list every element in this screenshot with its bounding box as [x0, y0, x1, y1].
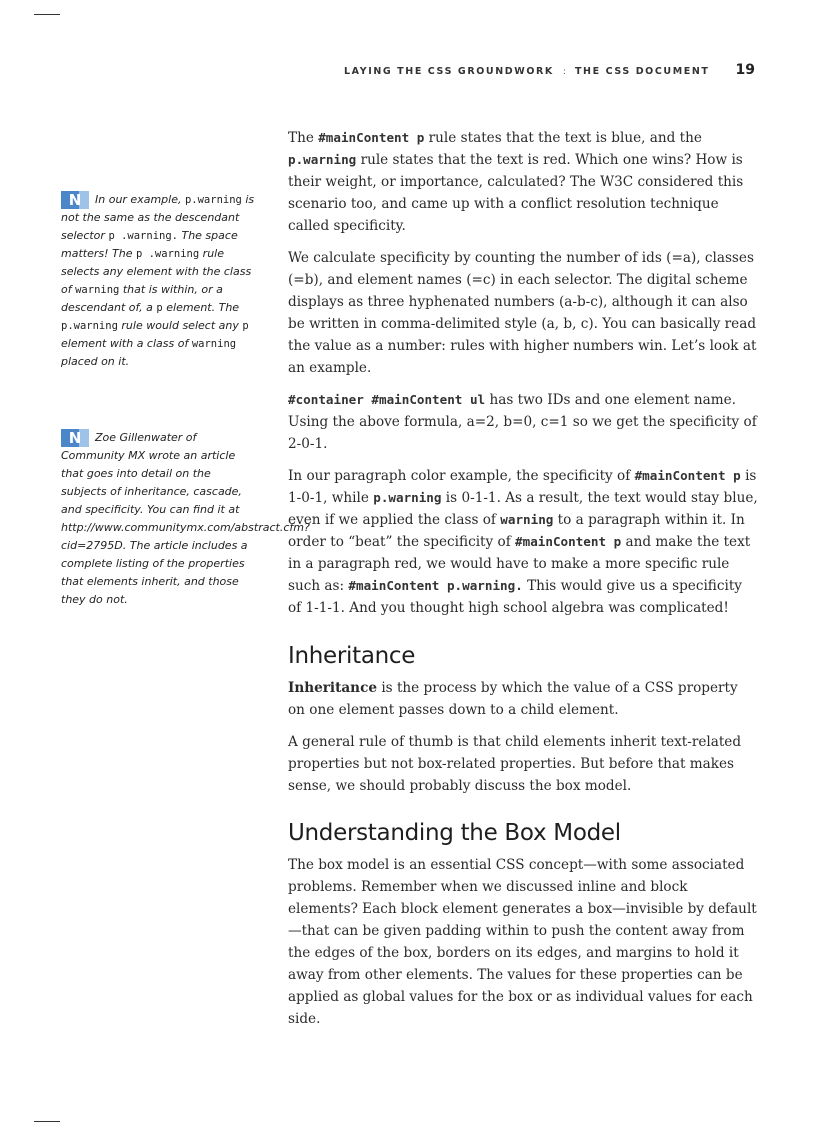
paragraph-inheritance-definition: Inheritance is the process by which the value of a CSS property on one element passes down to a child element. — [288, 680, 738, 718]
paragraph-color-example: In our paragraph color example, the specificity of #mainContent p is 1-0-1, while p.warning is 0-1-1. As a result, the text would stay blue, even if we applied the class of warning to a paragraph within it. In order to “beat” the specificity of #mainContent p and make the text in a paragraph red, we would have to make a more specific rule such as: #mainContent p.warning. This would give us a specificity of 1-1-1. And you thought high school algebra was complicated! — [288, 468, 758, 616]
running-header — [300, 62, 755, 78]
heading-box-model: Understanding the Box Model — [288, 820, 621, 846]
note-icon: N — [61, 191, 89, 209]
main-column — [288, 127, 758, 1040]
page-number: 19 — [735, 62, 755, 78]
paragraph-rule-of-thumb: A general rule of thumb is that child elements inherit text-related properties but not box-related properties. But before that makes sense, we should probably discuss the box model. — [288, 734, 742, 794]
note-article-text: Zoe Gillenwater of Community MX wrote an article that goes into detail on the subjects of inheritance, cascade, and specificity. You can find it at http://www.communitymx.com/abstract.cfm?cid=2795D. The article includes a complete listing of the properties that elements inherit, and those they do not. — [61, 431, 310, 606]
running-head-section: LAYING THE CSS GROUNDWORK — [344, 66, 554, 77]
paragraph-specificity-calc: We calculate specificity by counting the number of ids (=a), classes (=b), and element names (=c) in each selector. The digital scheme displays as three hyphenated numbers (a-b-c), although it can also be written in comma-delimited style (a, b, c). You can basically read the value as a number: rules with higher numbers win. Let’s look at an example. — [288, 250, 757, 376]
crop-mark-top — [34, 14, 60, 15]
margin-note-specificity: N In our example, p.warning is not the same as the descendant selector p .warning. The space matters! The p .warning rule selects any element with the class of warning that is within, or a descendant of, a p element. The p.warning rule would select any p element with a class of warning placed on it. — [61, 191, 255, 368]
heading-inheritance: Inheritance — [288, 643, 416, 669]
running-head-separator: : — [562, 67, 566, 77]
paragraph-specificity-intro: The #mainContent p rule states that the text is blue, and the p.warning rule states that the text is red. Which one wins? How is their weight, or importance, calculated? The W3C considered this scenario too, and came up with a conflict resolution technique called specificity. — [288, 130, 744, 234]
paragraph-box-model: The box model is an essential CSS concept—with some associated problems. Remember when we discussed inline and block elements? Each block element generates a box—invisible by default—that can be given padding within to push the content away from the edges of the box, borders on its edges, and margins to hold it away from other elements. The values for these properties can be applied as global values for the box or as individual values for each side. — [288, 857, 757, 1027]
crop-mark-bottom — [34, 1121, 60, 1122]
margin-note-article — [61, 429, 310, 609]
note-icon: N — [61, 429, 89, 447]
paragraph-specificity-example: #container #mainContent ul has two IDs and one element name. Using the above formula, a=2, b=0, c=1 so we get the specificity of 2-0-1. — [288, 392, 757, 452]
running-head-chapter: THE CSS DOCUMENT — [574, 66, 710, 77]
